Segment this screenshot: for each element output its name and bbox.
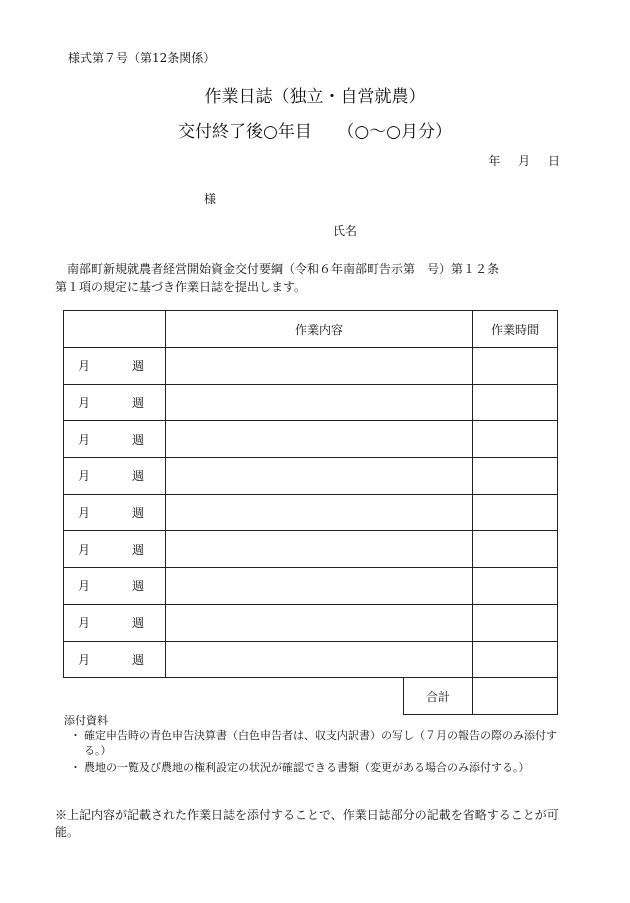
statement-line-2: 第１項の規定に基づき作業日誌を提出します。 <box>55 280 307 294</box>
month-label: 月 <box>78 432 91 447</box>
period-cell <box>64 531 166 568</box>
period-cell <box>64 421 166 458</box>
footnote: ※上記内容が記載された作業日誌を添付することで、作業日誌部分の記載を省略することが可能。 <box>55 808 559 839</box>
bullet-icon: ・ <box>70 729 81 742</box>
submission-statement <box>55 260 570 296</box>
total-row <box>64 678 558 715</box>
week-label: 週 <box>132 542 145 557</box>
form-number: 様式第７号（第12条関係） <box>68 51 216 65</box>
work-hours-cell[interactable] <box>473 568 558 605</box>
work-content-cell[interactable] <box>166 494 473 531</box>
total-spacer <box>64 678 404 715</box>
work-hours-cell[interactable] <box>473 348 558 385</box>
month-label: 月 <box>78 579 91 594</box>
period-cell <box>64 494 166 531</box>
work-content-cell[interactable] <box>166 531 473 568</box>
week-label: 週 <box>132 616 145 631</box>
attachment-text: 確定申告時の青色申告決算書（白色申告者は、収支内訳書）の写し（７月の報告の際のみ添付する。） <box>84 729 557 757</box>
period-cell <box>64 568 166 605</box>
work-hours-cell[interactable] <box>473 384 558 421</box>
attachment-text: 農地の一覧及び農地の権利設定の状況が確認できる書類（変更がある場合のみ添付する。） <box>84 761 530 774</box>
header-work-content: 作業内容 <box>166 311 473 348</box>
period-cell <box>64 641 166 678</box>
table-row <box>64 568 558 605</box>
week-label: 週 <box>132 432 145 447</box>
week-label: 週 <box>132 579 145 594</box>
list-item <box>70 760 565 775</box>
week-label: 週 <box>132 652 145 667</box>
work-hours-cell[interactable] <box>473 421 558 458</box>
work-hours-cell[interactable] <box>473 494 558 531</box>
table-row <box>64 494 558 531</box>
table-row <box>64 421 558 458</box>
table-row <box>64 384 558 421</box>
period-cell <box>64 458 166 495</box>
work-content-cell[interactable] <box>166 421 473 458</box>
attachments-title: 添付資料 <box>64 714 108 727</box>
work-log-table <box>63 310 558 715</box>
statement-line-1: 南部町新規就農者経営開始資金交付要綱（令和６年南部町告示第 号）第１２条 <box>67 262 500 276</box>
month-label: 月 <box>78 652 91 667</box>
work-content-cell[interactable] <box>166 568 473 605</box>
document-subtitle: 交付終了後○年目 （○～○月分） <box>178 122 452 142</box>
work-hours-cell[interactable] <box>473 458 558 495</box>
period-cell <box>64 604 166 641</box>
period-cell <box>64 384 166 421</box>
bullet-icon: ・ <box>70 761 81 774</box>
addressee-label: 様 <box>204 192 217 206</box>
work-content-cell[interactable] <box>166 348 473 385</box>
month-label: 月 <box>78 359 91 374</box>
date-field: 年 月 日 <box>488 154 560 168</box>
week-label: 週 <box>132 506 145 521</box>
work-content-cell[interactable] <box>166 641 473 678</box>
header-period <box>64 311 166 348</box>
total-label: 合計 <box>404 678 473 715</box>
work-content-cell[interactable] <box>166 384 473 421</box>
table-row <box>64 348 558 385</box>
table-header-row <box>64 311 558 348</box>
week-label: 週 <box>132 469 145 484</box>
work-hours-cell[interactable] <box>473 604 558 641</box>
month-label: 月 <box>78 396 91 411</box>
work-content-cell[interactable] <box>166 604 473 641</box>
table-row <box>64 458 558 495</box>
month-label: 月 <box>78 542 91 557</box>
month-label: 月 <box>78 616 91 631</box>
work-hours-cell[interactable] <box>473 531 558 568</box>
table-row <box>64 641 558 678</box>
document-title: 作業日誌（独立・自営就農） <box>204 87 426 107</box>
month-label: 月 <box>78 469 91 484</box>
table-row <box>64 604 558 641</box>
attachments-list <box>70 728 565 777</box>
month-label: 月 <box>78 506 91 521</box>
table-row <box>64 531 558 568</box>
total-hours-cell[interactable] <box>473 678 558 715</box>
work-hours-cell[interactable] <box>473 641 558 678</box>
week-label: 週 <box>132 359 145 374</box>
period-cell <box>64 348 166 385</box>
work-content-cell[interactable] <box>166 458 473 495</box>
header-work-hours: 作業時間 <box>473 311 558 348</box>
list-item <box>70 728 565 758</box>
week-label: 週 <box>132 396 145 411</box>
name-label: 氏名 <box>333 224 358 238</box>
